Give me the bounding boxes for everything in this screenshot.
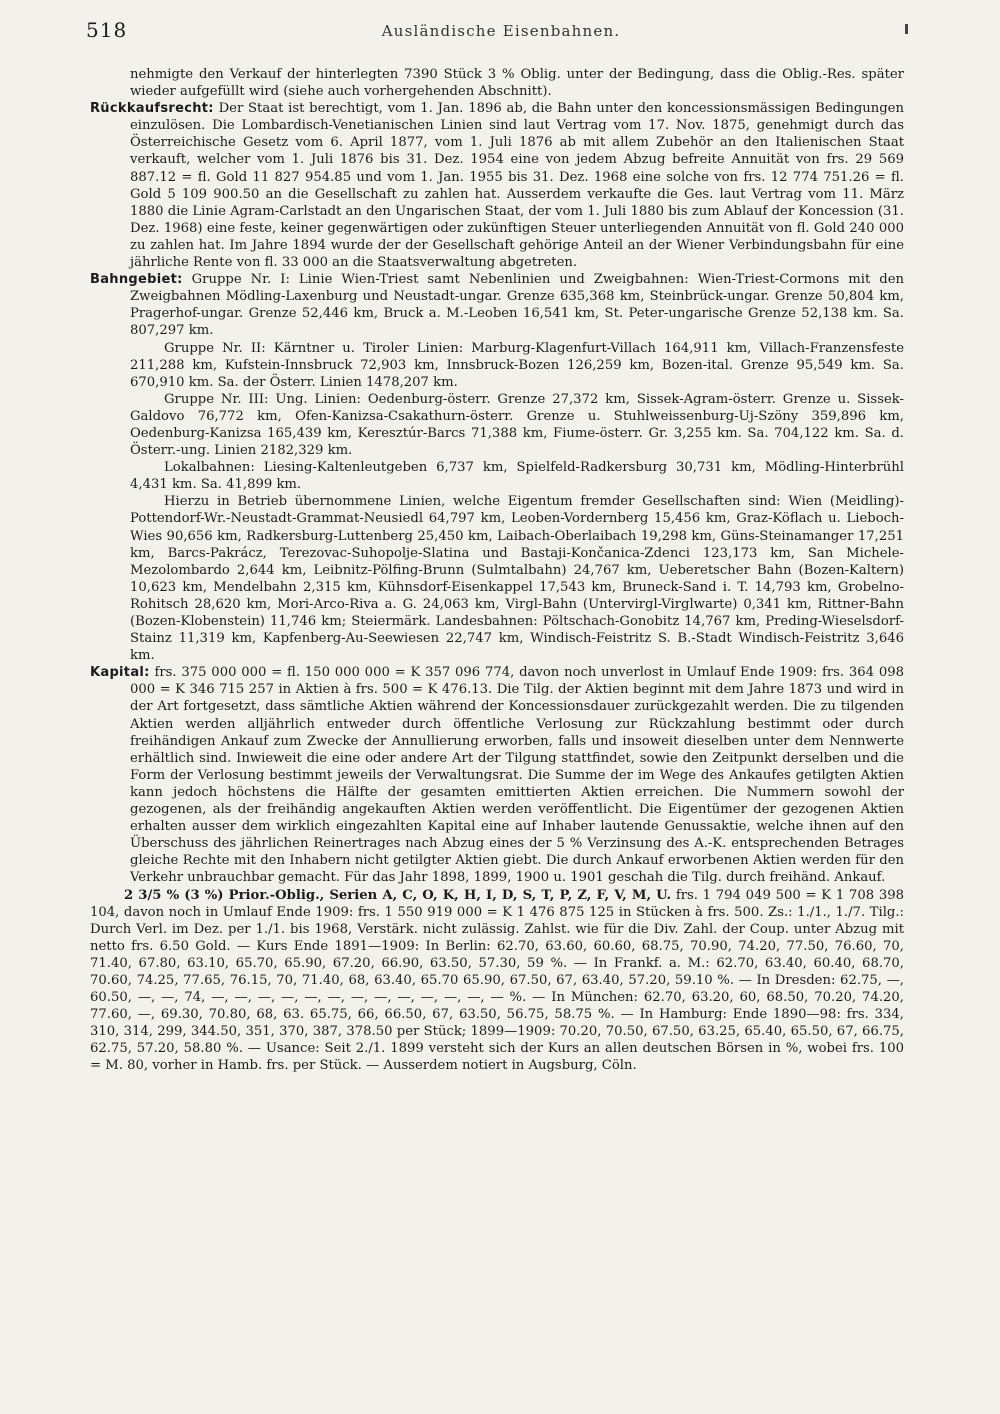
bahngebiet-term: Bahngebiet: — [90, 272, 183, 288]
page-header — [86, 18, 916, 52]
rueckkaufsrecht-term: Rückkaufsrecht: — [90, 101, 214, 117]
prior-oblig-paragraph — [90, 887, 904, 1075]
kapital-entry — [90, 664, 904, 886]
running-title: Ausländische Eisenbahnen. — [381, 22, 621, 40]
prior-oblig-text: frs. 1 794 049 500 = K 1 708 398 104, davon noch in Umlauf Ende 1909: frs. 1 550 919 000 = K 1 476 875 125 in Stücken à frs. 500. Zs.: 1./1., 1./7. Tilg.: Durch Verl. im Dez. per 1./1. bis 1968, Verstärk. nicht zulässig. Zahlst. wie für die Div. Zahl. der Coup. unter Abzug mit netto frs. 6.50 Gold. — Kurs Ende 1891—1909: In Berlin: 62.70, 63.60, 60.60, 68.75, 70.90, 74.20, 77.50, 76.60, 70, 71.40, 67.80, 63.10, 65.70, 65.90, 67.20, 66.90, 63.50, 57.30, 59 %. — In Frankf. a. M.: 62.70, 63.40, 60.40, 68.70, 70.60, 74.25, 77.65, 76.15, 70, 71.40, 68, 63.40, 65.70 65.90, 67.50, 67, 63.40, 57.20, 59.10 %. — In Dresden: 62.75, —, 60.50, —, —, 74, —, —, —, —, —, —, —, —, —, —, —, —, — %. — In München: 62.70, 63.20, 60, 68.50, 70.20, 74.20, 77.60, —, 69.30, 70.80, 68, 63. 65.75, 66, 66.50, 67, 63.50, 56.75, 58.75 %. — In Hamburg: Ende 1890—98: frs. 334, 310, 314, 299, 344.50, 351, 370, 387, 378.50 per Stück; 1899—1909: 70.20, 70.50, 67.50, 63.25, 65.40, 65.50, 67, 66.75, 62.75, 57.20, 58.80 %. — Usance: Seit 2./1. 1899 versteht sich der Kurs an allen deutschen Börsen in %, wobei frs. 100 = M. 80, vorher in Hamb. frs. per Stück. — Ausserdem notiert in Augsburg, Cöln. — [90, 887, 904, 1074]
rueckkaufsrecht-text: Der Staat ist berechtigt, vom 1. Jan. 1896 ab, die Bahn unter den koncessionsmässigen Bedingungen einzulösen. Die Lombardisch-Venetianischen Linien sind laut Vertrag vom 17. Nov. 1875, genehmigt durch das Österreichische Gesetz vom 6. April 1877, vom 1. Juli 1876 ab mit allem Zubehör an den Italienischen Staat verkauft, welcher vom 1. Juli 1876 bis 31. Dez. 1954 eine von jedem Abzug befreite Annuität von frs. 29 569 887.12 = fl. Gold 11 827 954.85 und vom 1. Jan. 1955 bis 31. Dez. 1968 eine solche von frs. 12 774 751.26 = fl. Gold 5 109 900.50 an die Gesellschaft zu zahlen hat. Ausserdem verkaufte die Ges. laut Vertrag vom 11. März 1880 die Linie Agram-Carlstadt an den Ungarischen Staat, der vom 1. Juli 1880 bis zum Ablauf der Koncession (31. Dez. 1968) eine feste, keiner gegenwärtigen oder zukünftigen Steuer unterliegenden Annuität von fl. Gold 240 000 zu zahlen hat. Im Jahre 1894 wurde der der Gesellschaft gehörige Anteil an der Wiener Verbindungsbahn für eine jährliche Rente von fl. 33 000 an die Staatsverwaltung abgetreten. — [130, 101, 904, 271]
betrieb-paragraph: Hierzu in Betrieb übernommene Linien, welche Eigentum fremder Gesellschaften sind: Wien (Meidling)-Pottendorf-Wr.-Neustadt-Grammat-Neusiedl 64,797 km, Leoben-Vordernberg 15,456 km, Graz-Köflach u. Lieboch-Wies 90,656 km, Radkersburg-Luttenberg 25,450 km, Laibach-Oberlaibach 19,298 km, Güns-Steinamanger 17,251 km, Barcs-Pakrácz, Terezovac-Suhopolje-Slatina und Bastaji-Končanica-Zdenci 123,173 km, San Michele-Mezolombardo 2,644 km, Leibnitz-Pölfing-Brunn (Sulmtalbahn) 24,767 km, Ueberetscher Bahn (Bozen-Kaltern) 10,623 km, Mendelbahn 2,315 km, Kühnsdorf-Eisenkappel 17,543 km, Bruneck-Sand i. T. 14,793 km, Grobelno-Rohitsch 28,620 km, Mori-Arco-Riva a. G. 24,063 km, Virgl-Bahn (Untervirgl-Virglwarte) 0,341 km, Rittner-Bahn (Bozen-Klobenstein) 11,746 km; Steiermärk. Landesbahnen: Pöltschach-Gonobitz 14,767 km, Preding-Wieselsdorf-Stainz 11,319 km, Kapfenberg-Au-Seewiesen 22,747 km, Windisch-Feistritz S. B.-Stadt Windisch-Feistritz 3,646 km. — [130, 494, 904, 664]
intro-paragraph: nehmigte den Verkauf der hinterlegten 7390 Stück 3 % Oblig. unter der Bedingung, dass die Oblig.-Res. später wieder aufgefüllt wird (siehe auch vorhergehenden Abschnitt). — [130, 67, 904, 100]
kapital-term: Kapital: — [90, 665, 150, 681]
gruppe-3-paragraph: Gruppe Nr. III: Ung. Linien: Oedenburg-österr. Grenze 27,372 km, Sissek-Agram-österr. Grenze u. Sissek-Galdovo 76,772 km, Ofen-Kanizsa-Csakathurn-österr. Grenze u. Stuhlweissenburg-Uj-Szöny 359,896 km, Oedenburg-Kanizsa 165,439 km, Keresztúr-Barcs 71,388 km, Fiume-österr. Gr. 3,255 km. Sa. 704,122 km. Sa. d. Österr.-ung. Linien 2182,329 km. — [130, 391, 904, 459]
bahngebiet-text: Gruppe Nr. I: Linie Wien-Triest samt Nebenlinien und Zweigbahnen: Wien-Triest-Cormons mit den Zweigbahnen Mödling-Laxenburg und Neustadt-ungar. Grenze 635,368 km, Steinbrück-ungar. Grenze 50,804 km, Pragerhof-ungar. Grenze 52,446 km, Bruck a. M.-Leoben 16,541 km, St. Peter-ungarische Grenze 52,138 km. Sa. 807,297 km. — [130, 272, 904, 339]
gruppe-2-paragraph: Gruppe Nr. II: Kärntner u. Tiroler Linien: Marburg-Klagenfurt-Villach 164,911 km, Villach-Franzensfeste 211,288 km, Kufstein-Innsbruck 72,903 km, Innsbruck-Bozen 126,259 km, Bozen-ital. Grenze 95,549 km. Sa. 670,910 km. Sa. der Österr. Linien 1478,207 km. — [130, 340, 904, 390]
document-body — [90, 66, 904, 1075]
lokalbahnen-paragraph: Lokalbahnen: Liesing-Kaltenleutgeben 6,737 km, Spielfeld-Radkersburg 30,731 km, Mödling-Hinterbrühl 4,431 km. Sa. 41,899 km. — [130, 460, 904, 493]
bahngebiet-entry — [90, 271, 904, 339]
rueckkaufsrecht-entry — [90, 100, 904, 271]
page-number: 518 — [86, 18, 128, 42]
kapital-text: frs. 375 000 000 = fl. 150 000 000 = K 357 096 774, davon noch unverlost in Umlauf Ende 1909: frs. 364 098 000 = K 346 715 257 in Aktien à frs. 500 = K 476.13. Die Tilg. der Aktien beginnt mit dem Jahre 1873 und wird in der Art fortgesetzt, dass sämtliche Aktien während der Koncessionsdauer zurückgezahlt werden. Die zu tilgenden Aktien werden alljährlich entweder durch öffentliche Verlosung zur Rückzahlung bestimmt oder durch freihändigen Ankauf zum Zwecke der Annullierung erworben, falls und insoweit dieselben unter dem Nennwerte erhältlich sind. Inwieweit die eine oder andere Art der Tilgung stattfindet, sowie den Zeitpunkt derselben und die Form der Verlosung bestimmt jeweils der Verwaltungsrat. Die Summe der im Wege des Ankaufes getilgten Aktien kann jedoch höchstens die Hälfte der gesamten emittierten Aktien erreichen. Die Nummern sowohl der gezogenen, als der freihändig angekauften Aktien werden veröffentlicht. Die Eigentümer der gezogenen Aktien erhalten ausser dem wirklich eingezahlten Kapital eine auf Inhaber lautende Genussaktie, welche ihnen auf den Überschuss des jährlichen Reinertrages nach Abzug eines der 5 % Verzinsung des A.-K. entsprechenden Betrages gleiche Rechte mit den Inhabern nicht getilgter Aktien giebt. Die durch Ankauf erworbenen Aktien werden für den Verkehr unbrauchbar gemacht. Für das Jahr 1898, 1899, 1900 u. 1901 geschah die Tilg. durch freihänd. Ankauf. — [130, 665, 904, 886]
corner-mark — [905, 24, 908, 34]
prior-oblig-heading: 2 3/5 % (3 %) Prior.-Oblig., Serien A, C, O, K, H, I, D, S, T, P, Z, F, V, M, U. — [124, 887, 672, 903]
